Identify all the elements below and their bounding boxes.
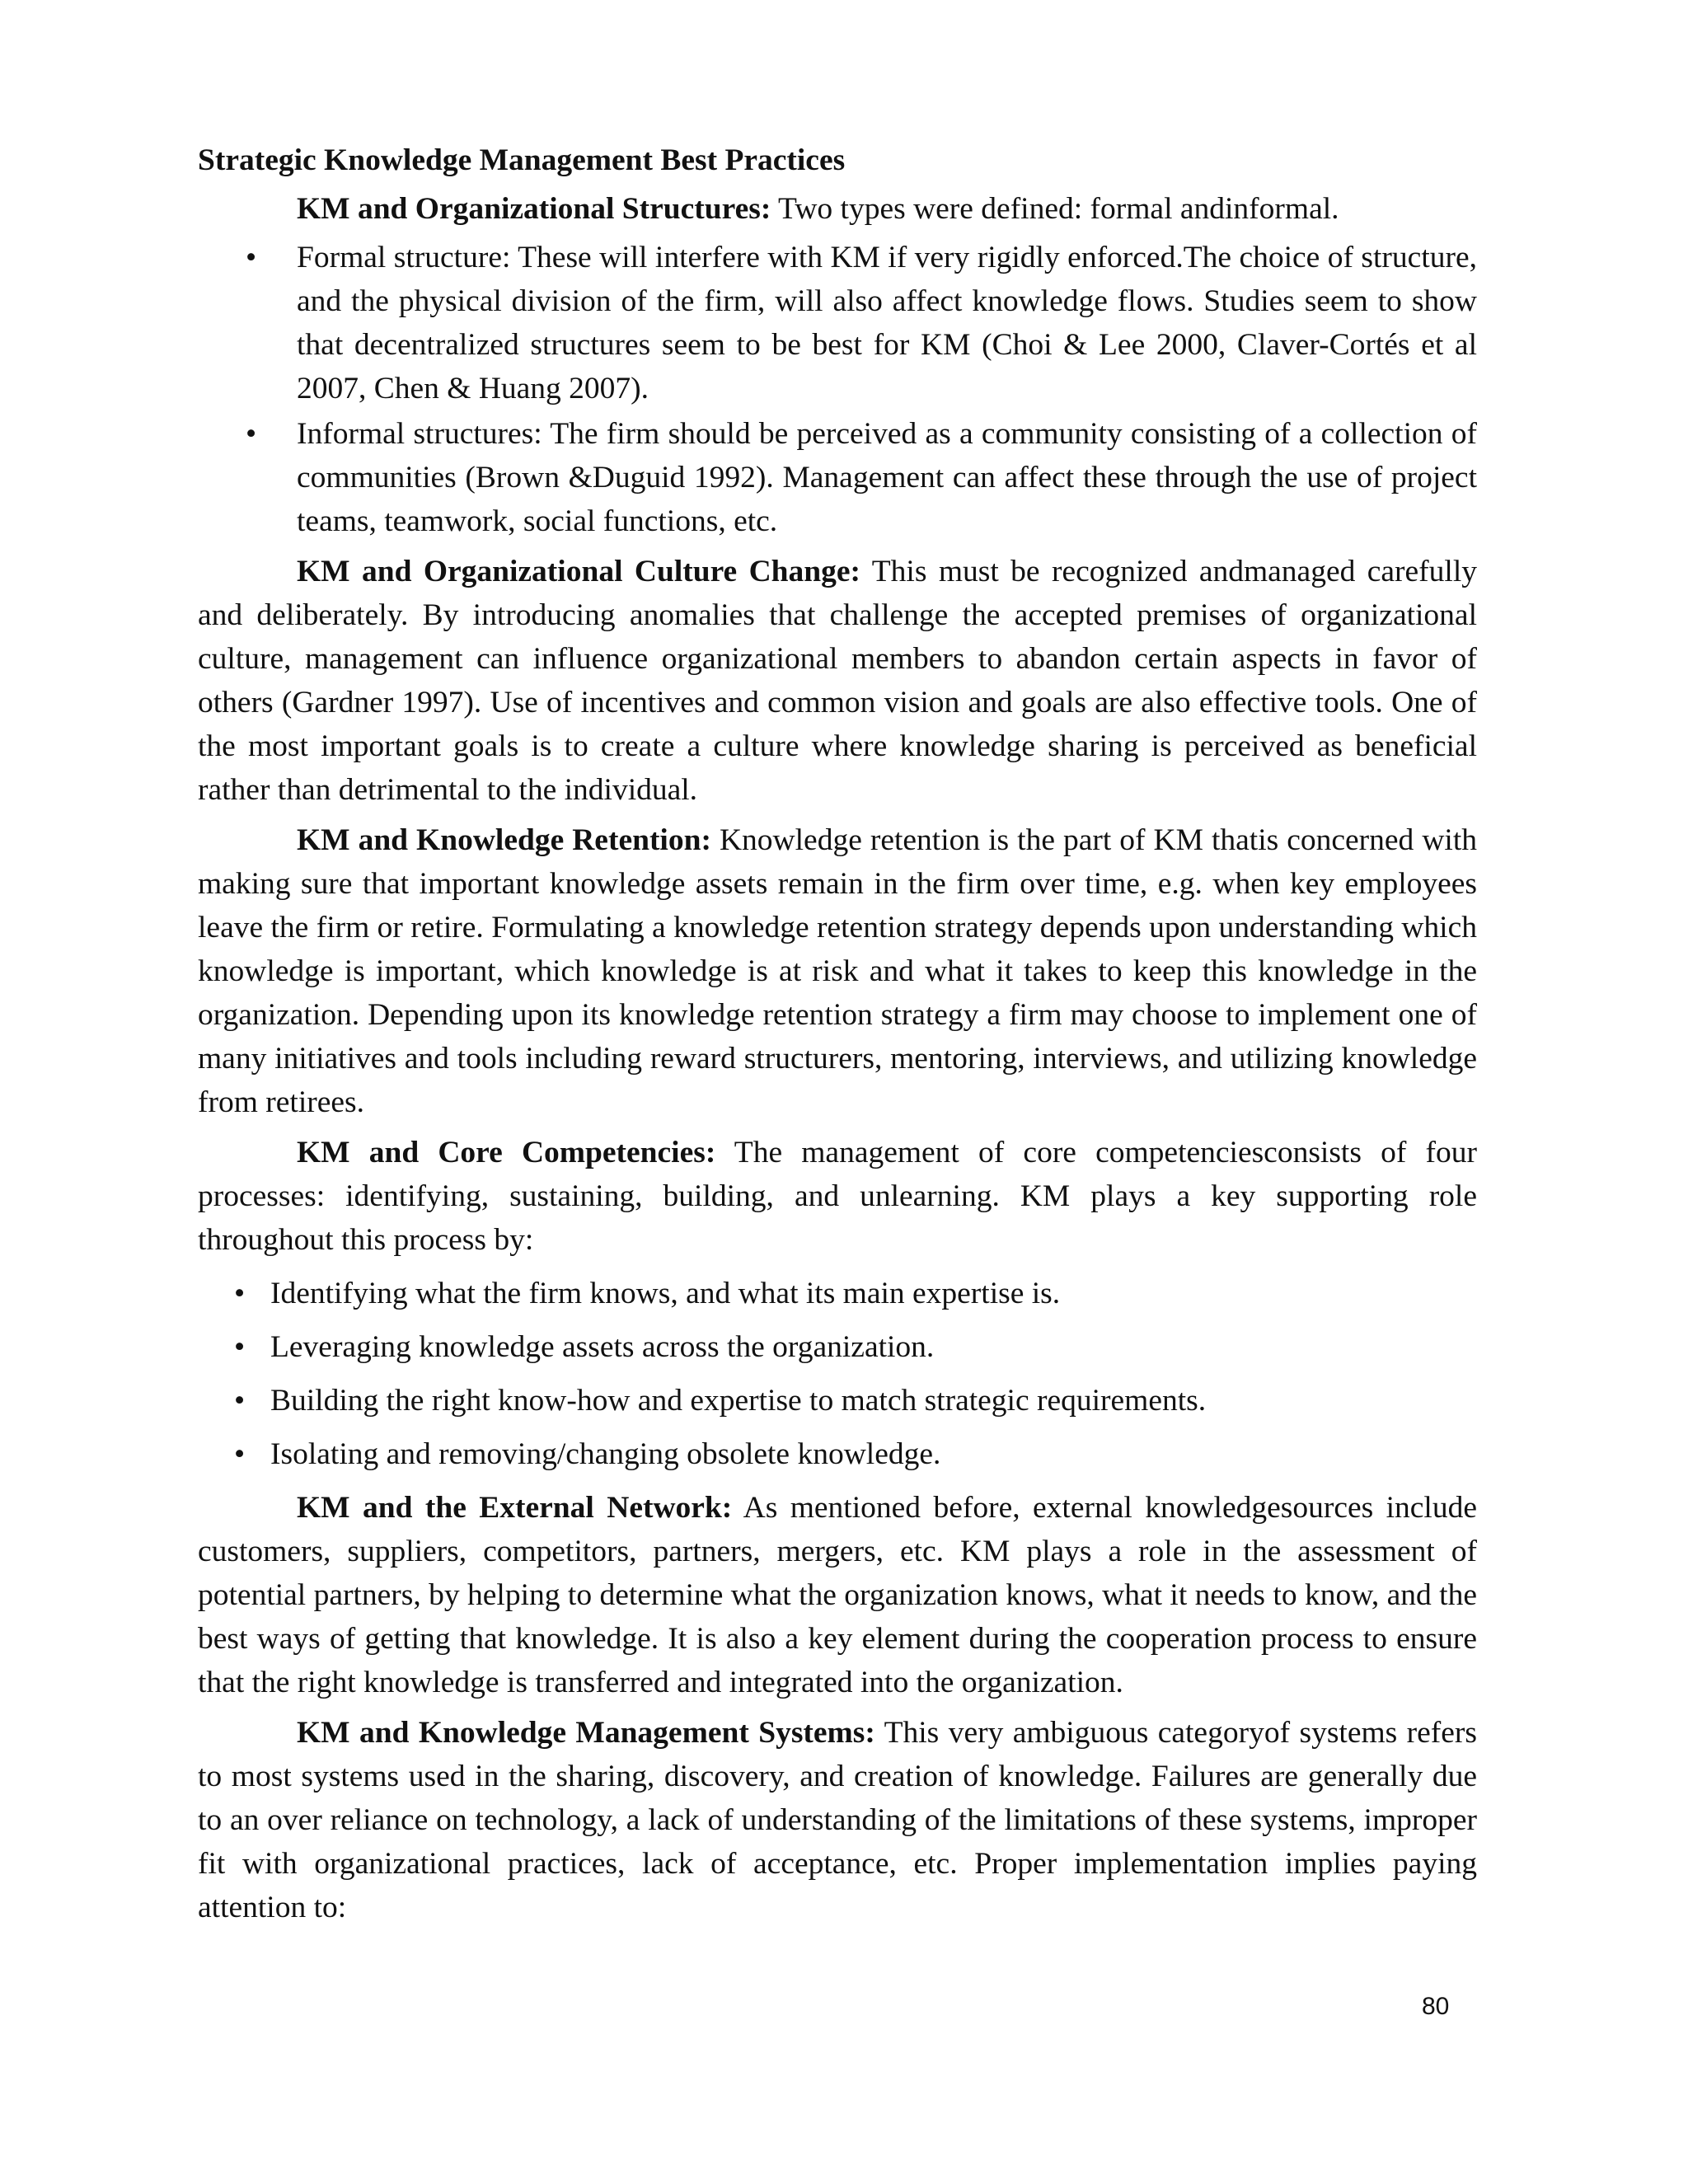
list-item bbox=[234, 1272, 1477, 1315]
lead-culture: KM and Organizational Culture Change: bbox=[297, 555, 861, 588]
text-systems: This very ambiguous categoryof systems refers to most systems used in the sharing, discovery, and creation of knowledge. Failures are generally due to an over reliance on technology, a lack of understanding of the limitations of these systems, improper fit with organizational practices, lack of acceptance, etc. Proper implementation implies paying attention to: bbox=[198, 1716, 1477, 1924]
list-item-text: Leveraging knowledge assets across the organization. bbox=[270, 1330, 935, 1364]
lead-structures: KM and Organizational Structures: bbox=[297, 192, 771, 226]
text-network: As mentioned before, external knowledgesources include customers, suppliers, competitors, partners, mergers, etc. KM plays a role in the assessment of potential partners, by helping to determine what the organization knows, what it needs to know, and the best ways of getting that knowledge. It is also a key element during the cooperation process to ensure that the right knowledge is transferred and integrated into the organization. bbox=[198, 1491, 1477, 1699]
section-heading: Strategic Knowledge Management Best Practices bbox=[198, 143, 846, 177]
paragraph-systems bbox=[198, 1711, 1477, 1929]
bullet-icon: • bbox=[234, 1330, 246, 1364]
bullet-icon: • bbox=[234, 1384, 246, 1418]
document-page bbox=[198, 138, 1477, 1929]
paragraph-competencies bbox=[198, 1131, 1477, 1262]
list-item bbox=[234, 1379, 1477, 1422]
competencies-bullet-list bbox=[198, 1272, 1477, 1476]
list-item bbox=[234, 1432, 1477, 1476]
bullet-icon: • bbox=[234, 1437, 246, 1471]
bullet-icon: • bbox=[234, 1277, 246, 1310]
text-culture: This must be recognized andmanaged carefully and deliberately. By introducing anomalies that challenge the accepted premises of organizational culture, management can influence organizational members to abandon certain aspects in favor of others (Gardner 1997). Use of incentives and common vision and goals are also effective tools. One of the most important goals is to create a culture where knowledge sharing is perceived as beneficial rather than detrimental to the individual. bbox=[198, 555, 1477, 807]
list-item-text: Identifying what the firm knows, and what its main expertise is. bbox=[270, 1277, 1061, 1310]
lead-network: KM and the External Network: bbox=[297, 1491, 733, 1525]
paragraph-culture bbox=[198, 550, 1477, 812]
paragraph-structures bbox=[198, 187, 1477, 231]
text-structures: Two types were defined: formal andinformal. bbox=[771, 192, 1339, 226]
structures-bullet-list bbox=[198, 236, 1477, 543]
bullet-icon: • bbox=[246, 417, 257, 451]
list-item-text: Informal structures: The firm should be perceived as a community consisting of a collection of communities (Brown &Duguid 1992). Management can affect these through the use of project teams, teamwork, social functions, etc. bbox=[297, 417, 1477, 538]
list-item-text: Formal structure: These will interfere with KM if very rigidly enforced.The choice of structure, and the physical division of the firm, will also affect knowledge flows. Studies seem to show that decentralized structures seem to be best for KM (Choi & Lee 2000, Claver-Cortés et al 2007, Chen & Huang 2007). bbox=[297, 241, 1477, 405]
list-item bbox=[246, 236, 1477, 410]
paragraph-retention bbox=[198, 818, 1477, 1124]
page-number: 80 bbox=[1422, 1993, 1450, 2020]
lead-systems: KM and Knowledge Management Systems: bbox=[297, 1716, 875, 1750]
text-retention: Knowledge retention is the part of KM thatis concerned with making sure that important knowledge assets remain in the firm over time, e.g. when key employees leave the firm or retire. Formulating a knowledge retention strategy depends upon understanding which knowledge is important, which knowledge is at risk and what it takes to keep this knowledge in the organization. Depending upon its knowledge retention strategy a firm may choose to implement one of many initiatives and tools including reward structurers, mentoring, interviews, and utilizing knowledge from retirees. bbox=[198, 823, 1477, 1119]
paragraph-network bbox=[198, 1486, 1477, 1704]
lead-retention: KM and Knowledge Retention: bbox=[297, 823, 711, 857]
list-item-text: Building the right know-how and expertise to match strategic requirements. bbox=[270, 1384, 1207, 1418]
list-item-text: Isolating and removing/changing obsolete knowledge. bbox=[270, 1437, 941, 1471]
bullet-icon: • bbox=[246, 241, 257, 274]
text-competencies: The management of core competenciesconsists of four processes: identifying, sustaining, building, and unlearning. KM plays a key supporting role throughout this process by: bbox=[198, 1136, 1477, 1257]
list-item bbox=[234, 1325, 1477, 1369]
lead-competencies: KM and Core Competencies: bbox=[297, 1136, 716, 1169]
list-item bbox=[246, 412, 1477, 543]
